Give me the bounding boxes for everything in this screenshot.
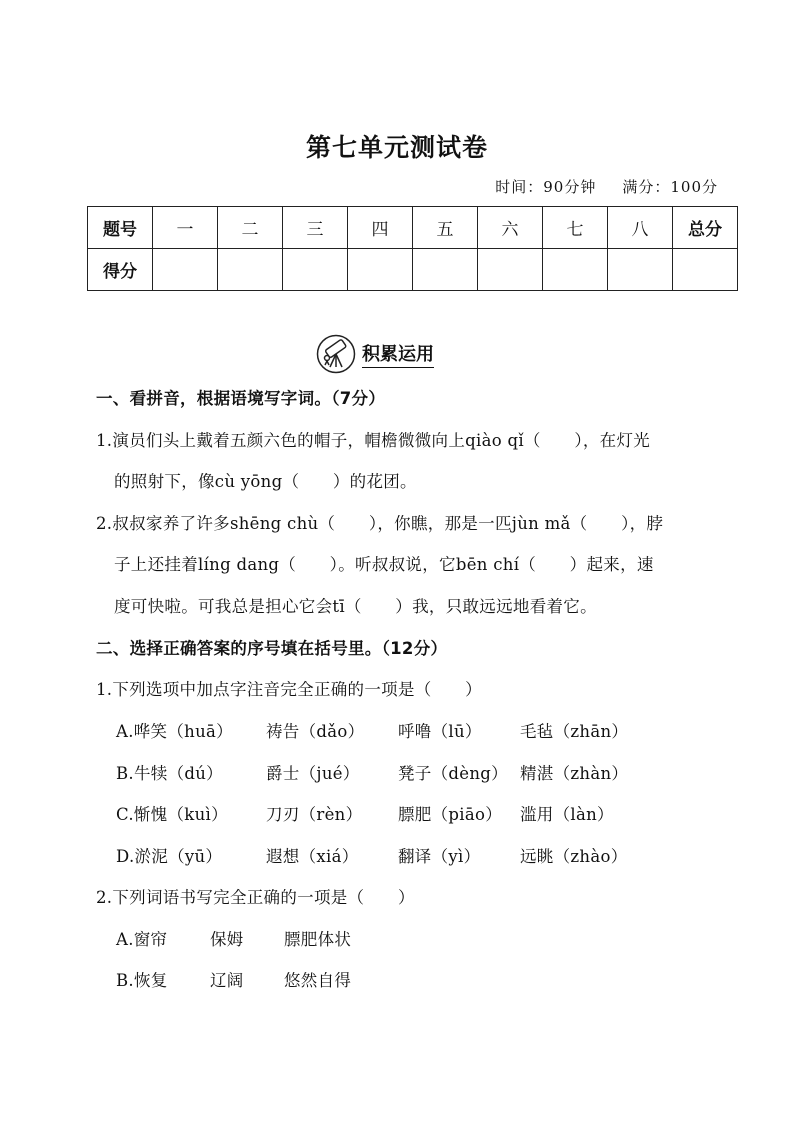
- score-cell-empty[interactable]: [153, 249, 218, 291]
- score-cell-header: 三: [283, 207, 348, 249]
- score-cell-header: 七: [543, 207, 608, 249]
- score-cell-empty[interactable]: [218, 249, 283, 291]
- section-banner: [316, 332, 434, 376]
- q2-sub1-option-a[interactable]: [116, 718, 628, 742]
- option-word: 呼噜（lū）: [398, 722, 482, 741]
- score-cell-empty[interactable]: [673, 249, 738, 291]
- score-cell-empty[interactable]: [543, 249, 608, 291]
- option-word: A.哗笑（huā）: [116, 722, 233, 741]
- q2-sub2-option-a[interactable]: [116, 926, 351, 950]
- option-word: 滥用（làn）: [520, 805, 614, 824]
- exam-title: 第七单元测试卷: [305, 133, 488, 162]
- full-score: 满分：100分: [622, 178, 718, 196]
- score-row-label: 得分: [88, 249, 153, 291]
- score-cell-header: 二: [218, 207, 283, 249]
- option-word: 保姆: [210, 930, 244, 949]
- score-cell-empty[interactable]: [478, 249, 543, 291]
- q1-item2-line2: 子上还挂着líng dang（ ）。听叔叔说，它bēn chí（ ）起来，速: [114, 555, 654, 574]
- q2-sub1-stem: 1.下列选项中加点字注音完全正确的一项是（ ）: [96, 680, 482, 699]
- section-title: 积累运用: [362, 340, 434, 368]
- option-word: C.惭愧（kuì）: [116, 805, 228, 824]
- telescope-icon: [316, 334, 356, 374]
- score-cell-header: 总分: [673, 207, 738, 249]
- q1-heading: 一、看拼音，根据语境写字词。（7分）: [96, 389, 386, 408]
- option-word: 刀刃（rèn）: [266, 805, 363, 824]
- q1-item2-line3: 度可快啦。可我总是担心它会tī（ ）我，只敢远远地看着它。: [114, 597, 597, 616]
- option-word: 遐想（xiá）: [266, 847, 359, 866]
- score-table-score-row: [88, 249, 738, 291]
- option-word: 翻译（yì）: [398, 847, 481, 866]
- option-word: 膘肥（piāo）: [398, 805, 503, 824]
- option-word: 凳子（dèng）: [398, 764, 508, 783]
- q2-sub1-option-c[interactable]: [116, 801, 614, 825]
- option-word: A.窗帘: [116, 930, 168, 949]
- q1-item1-line2: 的照射下，像cù yōng（ ）的花团。: [114, 472, 417, 491]
- q1-item1-line1: 1.演员们头上戴着五颜六色的帽子，帽檐微微向上qiào qǐ（ ），在灯光: [96, 431, 651, 450]
- q2-sub2-option-b[interactable]: [116, 967, 351, 991]
- score-cell-empty[interactable]: [283, 249, 348, 291]
- q2-heading: 二、选择正确答案的序号填在括号里。（12分）: [96, 639, 448, 658]
- score-cell-empty[interactable]: [413, 249, 478, 291]
- score-table: [87, 206, 738, 291]
- option-word: 毛毡（zhān）: [520, 722, 629, 741]
- option-word: 爵士（jué）: [266, 764, 360, 783]
- q2-sub1-option-d[interactable]: [116, 843, 628, 867]
- score-cell-header: 八: [608, 207, 673, 249]
- option-word: 膘肥体状: [284, 930, 352, 949]
- exam-meta: [495, 176, 718, 197]
- q2-sub2-stem: 2.下列词语书写完全正确的一项是（ ）: [96, 888, 415, 907]
- score-cell-header: 六: [478, 207, 543, 249]
- option-word: 远眺（zhào）: [520, 847, 628, 866]
- option-word: 辽阔: [210, 971, 244, 990]
- option-word: B.牛犊（dú）: [116, 764, 223, 783]
- score-table-header-row: [88, 207, 738, 249]
- score-cell-header: 一: [153, 207, 218, 249]
- q2-sub1-option-b[interactable]: [116, 760, 628, 784]
- score-cell-header: 五: [413, 207, 478, 249]
- option-word: 悠然自得: [284, 971, 352, 990]
- score-cell-header: 题号: [88, 207, 153, 249]
- option-word: 祷告（dǎo）: [266, 722, 365, 741]
- q1-item2-line1: 2.叔叔家养了许多shēng chù（ ），你瞧，那是一匹jùn mǎ（ ），脖: [96, 514, 664, 533]
- score-cell-empty[interactable]: [608, 249, 673, 291]
- option-word: 精湛（zhàn）: [520, 764, 629, 783]
- time-limit: 时间：90分钟: [495, 178, 597, 196]
- option-word: D.淤泥（yū）: [116, 847, 223, 866]
- score-cell-header: 四: [348, 207, 413, 249]
- score-cell-empty[interactable]: [348, 249, 413, 291]
- option-word: B.恢复: [116, 971, 168, 990]
